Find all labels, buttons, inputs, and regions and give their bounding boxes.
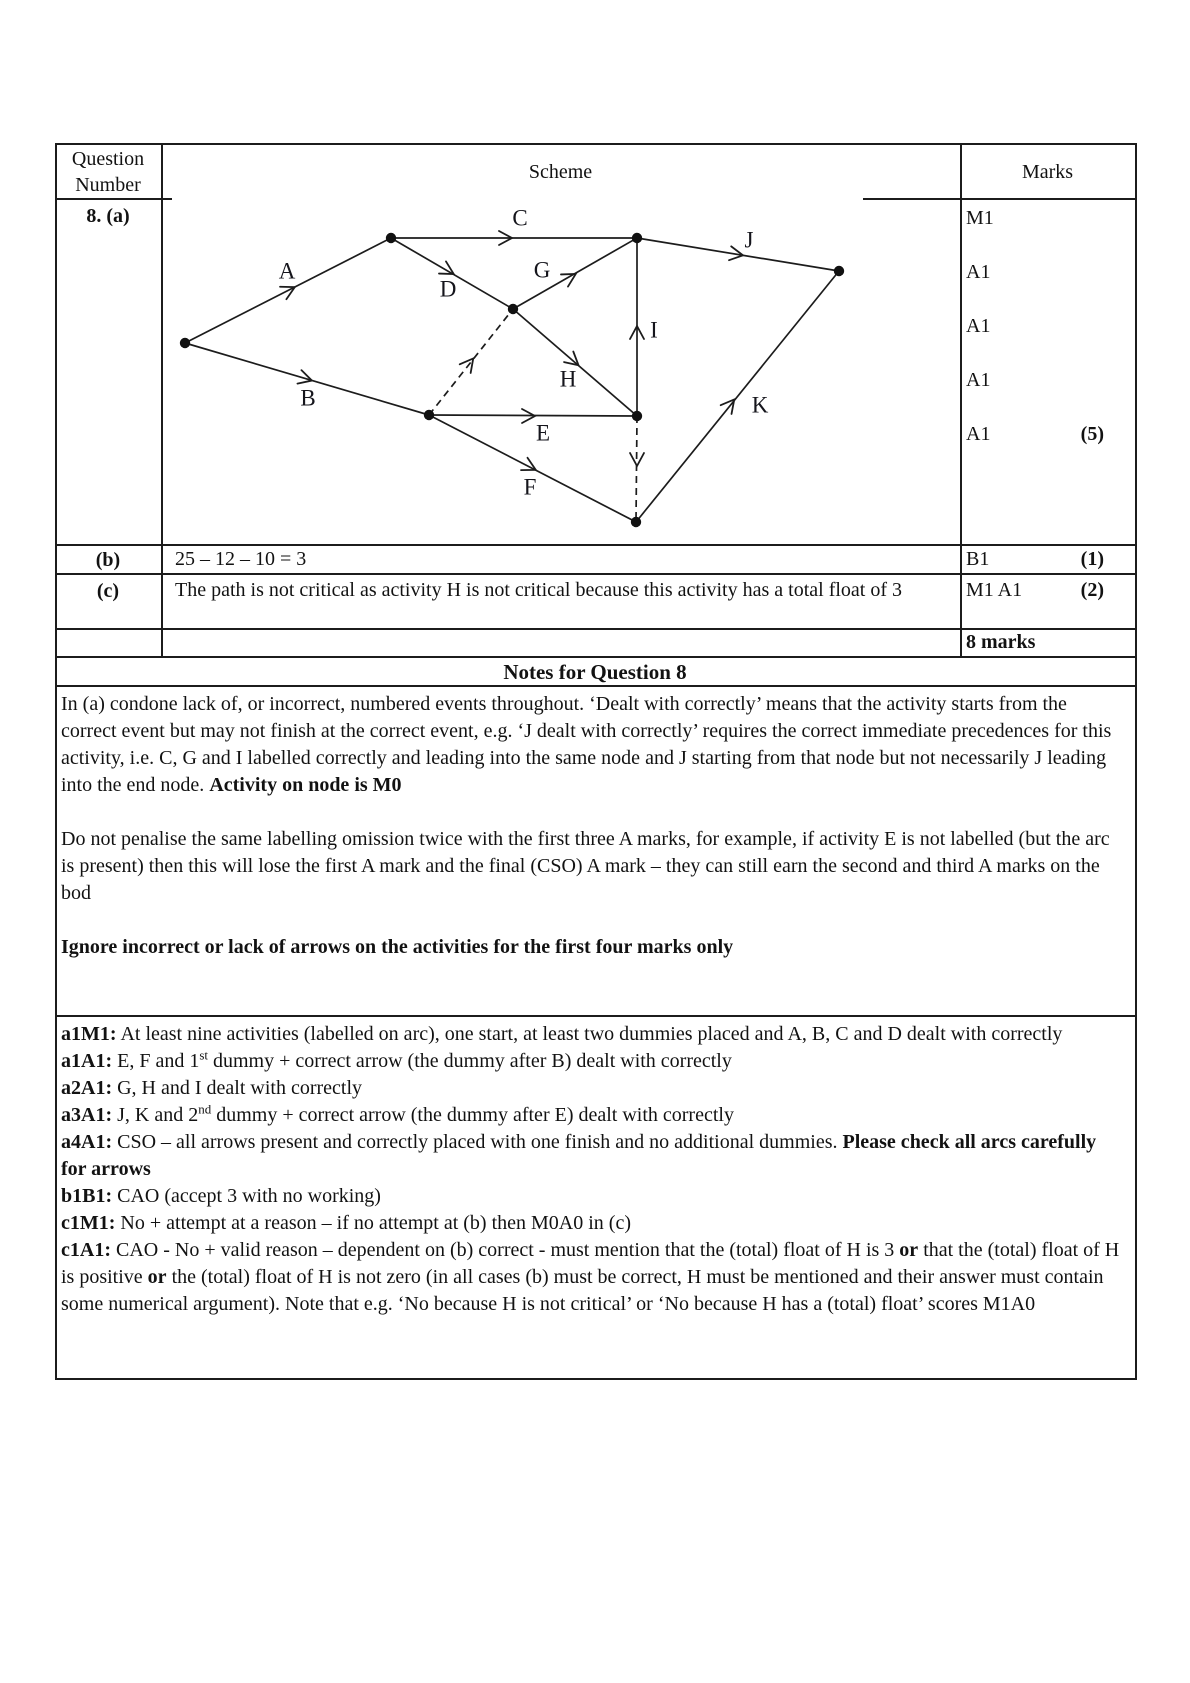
- note-text: a4A1:: [61, 1131, 113, 1153]
- activity-label-D: D: [439, 276, 457, 302]
- activity-label-G: G: [533, 257, 551, 283]
- marks-b: [966, 546, 1104, 573]
- table-border-row-b-bottom: [55, 573, 1137, 575]
- mark-row: [966, 258, 1104, 286]
- note-line: [61, 1237, 1125, 1318]
- note-text: or: [899, 1239, 919, 1261]
- question-number-c: (c): [96, 580, 120, 602]
- note-text: CAO (accept 3 with no working): [112, 1185, 381, 1207]
- notes-title: Notes for Question 8: [503, 660, 687, 684]
- note-text: Activity on node is M0: [209, 774, 402, 796]
- table-border-total-row-bottom: [55, 656, 1137, 658]
- activity-label-J: J: [744, 227, 754, 253]
- dummy-arc: [429, 309, 513, 415]
- question-number-8a: 8. (a): [86, 205, 130, 227]
- mark-total-b: (1): [1080, 548, 1104, 570]
- marks-c: [966, 577, 1104, 604]
- note-text: a1M1:: [61, 1023, 117, 1045]
- event-node: [632, 411, 642, 421]
- event-node: [508, 304, 518, 314]
- note-text: that the (total) float of H is positive: [61, 1239, 1120, 1288]
- scheme-answer-c: The path is not critical as activity H is not critical because this activity has a total float of 3: [175, 579, 903, 601]
- note-line: [61, 1048, 1125, 1075]
- note-text: E, F and 1: [112, 1050, 200, 1072]
- note-text: or: [147, 1266, 167, 1288]
- note-line: [61, 1129, 1125, 1183]
- activity-label-K: K: [751, 392, 769, 418]
- mark-code-c: M1 A1: [966, 579, 1023, 601]
- note-line: [61, 691, 1125, 799]
- spacer-line: [61, 907, 1125, 934]
- arc-H: [513, 309, 637, 416]
- note-text: CSO – all arrows present and correctly placed with one finish and no additional dummies.: [112, 1131, 843, 1153]
- arc-K: [636, 271, 839, 522]
- note-text: dummy + correct arrow (the dummy after B) dealt with correctly: [208, 1050, 732, 1072]
- mark-code: M1: [966, 207, 994, 229]
- mark-code: A1: [966, 423, 991, 445]
- arc-A: [185, 238, 391, 343]
- dummy-arc: [636, 416, 637, 522]
- arc-J: [637, 238, 839, 271]
- mark-total: (5): [1080, 423, 1104, 445]
- header-question-line2: Number: [75, 174, 141, 196]
- event-node: [834, 266, 844, 276]
- note-line: [61, 934, 1125, 961]
- table-border-top: [55, 143, 1137, 145]
- header-scheme: Scheme: [528, 161, 593, 183]
- note-text: No + attempt at a reason – if no attempt at (b) then M0A0 in (c): [115, 1212, 631, 1234]
- note-text: Do not penalise the same labelling omission twice with the first three A marks, for example, if activity E is not labelled (but the arc is present) then this will lose the first A mark and the final (CSO) A mark – they can still earn the second and third A marks on the bod: [61, 828, 1110, 904]
- activity-label-E: E: [535, 420, 551, 446]
- notes-paragraphs: [61, 691, 1125, 961]
- note-text: Please check all arcs carefully for arrows: [61, 1131, 1097, 1180]
- mark-code: A1: [966, 369, 991, 391]
- table-border-notes-title-bottom: [55, 685, 1137, 687]
- note-text: a1A1:: [61, 1050, 113, 1072]
- mark-row: [966, 420, 1104, 448]
- mark-code-b: B1: [966, 548, 990, 570]
- event-node: [424, 410, 434, 420]
- table-border-header-left-segment: [55, 198, 172, 200]
- question-number-b: (b): [95, 549, 121, 571]
- event-node: [386, 233, 396, 243]
- note-text: G, H and I dealt with correctly: [112, 1077, 363, 1099]
- note-text: CAO - No + valid reason – dependent on (b) correct - must mention that the (total) float of H is 3: [110, 1239, 900, 1261]
- note-text: At least nine activities (labelled on arc), one start, at least two dummies placed and A, B, C and D dealt with correctly: [116, 1023, 1063, 1045]
- activity-label-F: F: [523, 474, 537, 500]
- note-line: [61, 826, 1125, 907]
- arc-F: [429, 415, 636, 522]
- note-text: a3A1:: [61, 1104, 113, 1126]
- note-text: nd: [198, 1101, 212, 1117]
- note-text: the (total) float of H is not zero (in all cases (b) must be correct, H must be mentioned and their answer must contain some numerical argument). Note that e.g. ‘No because H is not critical’ or ‘No because H has a (total) float’ scores M1A0: [61, 1266, 1104, 1315]
- note-text: b1B1:: [61, 1185, 113, 1207]
- header-question-number: [57, 146, 159, 198]
- note-text: dummy + correct arrow (the dummy after E) dealt with correctly: [211, 1104, 734, 1126]
- table-border-bottom: [55, 1378, 1137, 1380]
- mark-code: A1: [966, 315, 991, 337]
- table-border-notes-split: [55, 1015, 1137, 1017]
- note-text: Ignore incorrect or lack of arrows on the activities for the first four marks only: [61, 936, 734, 958]
- mark-total-c: (2): [1080, 579, 1104, 601]
- note-text: In (a) condone lack of, or incorrect, numbered events throughout. ‘Dealt with correctly’ means that the activity starts from the correct event but may not finish at the correct event, e.g. ‘J dealt with correctly’ requires the correct immediate precedences for this activity, i.e. C, G and I labelled correctly and leading into the same node and J starting from that node but not necessarily J leading into the end node.: [61, 693, 1112, 796]
- table-border-col2: [960, 143, 962, 658]
- mark-row: [966, 312, 1104, 340]
- table-border-left: [55, 143, 57, 1380]
- header-question-line1: Question: [71, 148, 145, 170]
- note-text: c1M1:: [61, 1212, 116, 1234]
- activity-label-H: H: [559, 366, 577, 392]
- note-text: c1A1:: [61, 1239, 111, 1261]
- note-line: [61, 1183, 1125, 1210]
- activity-label-B: B: [300, 385, 316, 411]
- activity-label-C: C: [512, 205, 528, 231]
- note-text: st: [199, 1047, 208, 1063]
- note-line: [61, 1210, 1125, 1237]
- event-node: [631, 517, 641, 527]
- notes-details: [61, 1021, 1125, 1318]
- scheme-answer-b: 25 – 12 – 10 = 3: [175, 548, 307, 570]
- total-marks: 8 marks: [966, 631, 1036, 653]
- event-node: [632, 233, 642, 243]
- activity-label-I: I: [650, 317, 658, 343]
- activity-label-A: A: [278, 258, 296, 284]
- mark-row: [966, 366, 1104, 394]
- activity-network-diagram: [160, 200, 920, 542]
- note-line: [61, 1102, 1125, 1129]
- table-border-right: [1135, 143, 1137, 1380]
- note-text: J, K and 2: [112, 1104, 199, 1126]
- marks-list-a: [966, 204, 1104, 474]
- event-node: [180, 338, 190, 348]
- spacer-line: [61, 799, 1125, 826]
- note-line: [61, 1021, 1125, 1048]
- mark-code: A1: [966, 261, 991, 283]
- header-marks: Marks: [1021, 161, 1074, 183]
- note-text: a2A1:: [61, 1077, 113, 1099]
- mark-row: [966, 204, 1104, 232]
- note-line: [61, 1075, 1125, 1102]
